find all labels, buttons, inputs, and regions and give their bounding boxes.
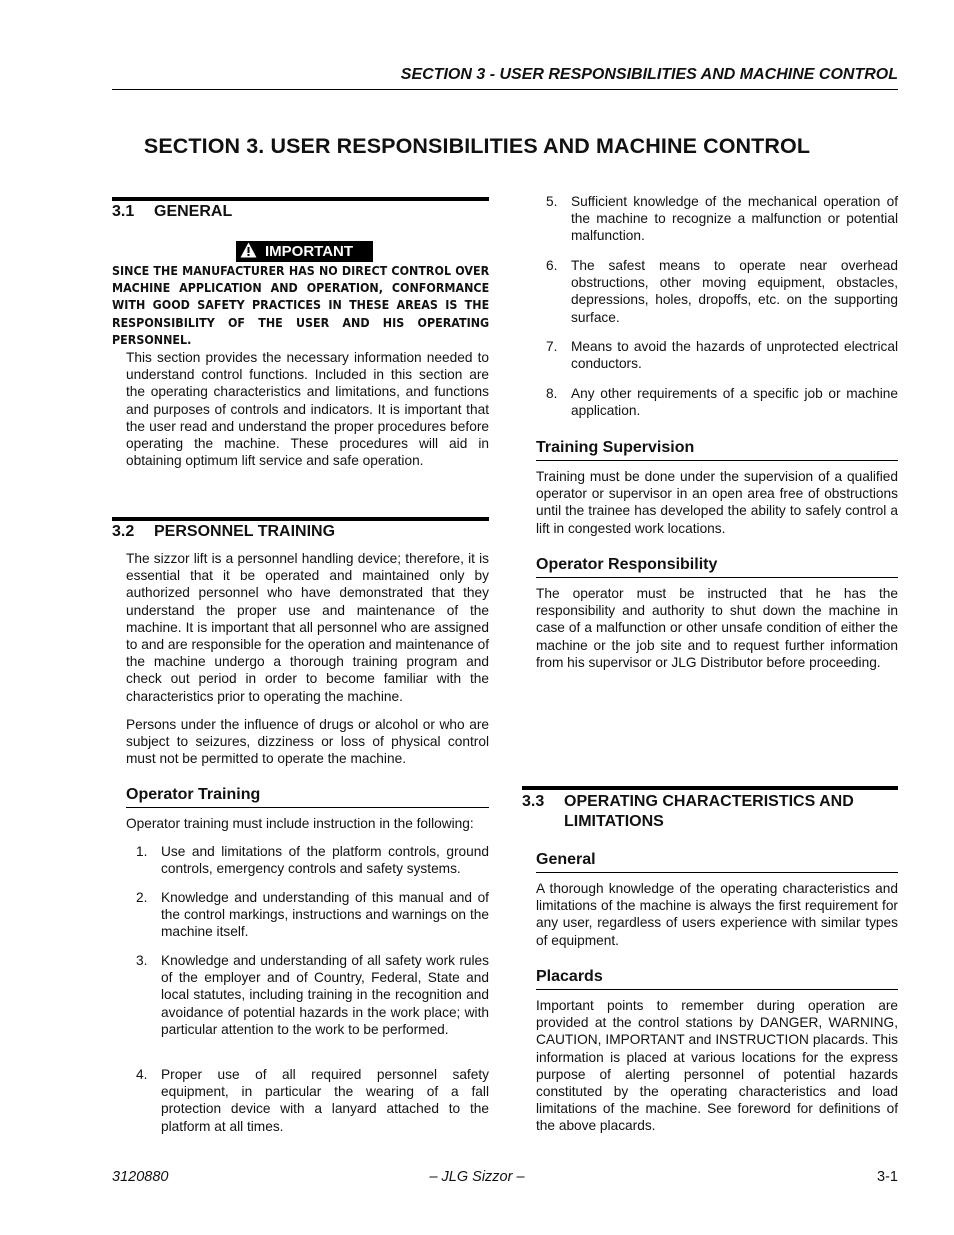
section-rule [112, 197, 489, 201]
subheading-rule [536, 989, 898, 990]
list-item-text: Sufficient knowledge of the mechanical operation of the machine to recognize a malfunction or potential malfunction. [571, 194, 898, 244]
header-rule [112, 89, 898, 90]
list-item [546, 385, 898, 419]
section-rule [112, 517, 489, 521]
section-3-1-body: This section provides the necessary information needed to understand control functions. Included in this section are the operating characteristics and limitations, and functions and purposes of controls and indicators. It is important that the user read and understand the proper procedures before operating the machine. These procedures will aid in obtaining optimum lift service and safe operation. [126, 350, 489, 469]
list-item-number: 1. [136, 844, 148, 859]
important-badge [236, 241, 373, 262]
list-item [546, 257, 898, 326]
section-title: GENERAL [154, 203, 233, 220]
list-item-text: Any other requirements of a specific job or machine application. [571, 386, 898, 419]
page-title: SECTION 3. USER RESPONSIBILITIES AND MACHINE CONTROL [143, 134, 811, 158]
subheading-operator-training: Operator Training [126, 786, 261, 803]
section-rule [522, 786, 898, 790]
list-item [546, 338, 898, 372]
placards-body: Important points to remember during operation are provided at the control stations by DANGER, WARNING, CAUTION, IMPORTANT and INSTRUCTION placards. This information is placed at various locations for the express purpose of alerting personnel of potential hazards constituted by the operating characteristics and load limitations of the machine. See foreword for definitions of the above placards. [536, 998, 898, 1134]
subheading-operator-responsibility: Operator Responsibility [536, 556, 718, 573]
important-warning-text: SINCE THE MANUFACTURER HAS NO DIRECT CONTROL OVER MACHINE APPLICATION AND OPERATION, CONFORMANCE WITH GOOD SAFETY PRACTICES IN THESE AREAS IS THE RESPONSIBILITY OF THE USER AND HIS OPERATING PERSONNEL. [112, 264, 490, 347]
warning-triangle-icon [240, 242, 257, 262]
running-header: SECTION 3 - USER RESPONSIBILITIES AND MACHINE CONTROL [400, 66, 898, 83]
list-item-number: 2. [136, 890, 148, 905]
important-label: IMPORTANT [265, 243, 354, 260]
list-item-number: 7. [546, 339, 558, 354]
list-item-text: Use and limitations of the platform controls, ground controls, emergency controls and safety systems. [161, 844, 489, 877]
list-item-number: 4. [136, 1067, 148, 1082]
operator-training-intro: Operator training must include instruction in the following: [126, 816, 474, 831]
subheading-rule [536, 872, 898, 873]
section-title: OPERATING CHARACTERISTICS AND LIMITATIONS [564, 793, 854, 830]
subheading-general: General [536, 851, 596, 868]
section-number: 3.2 [112, 523, 135, 540]
list-item-text: The safest means to operate near overhead obstructions, other moving equipment, obstacles, depressions, holes, dropoffs, etc. on the supporting surface. [571, 258, 898, 325]
list-item-number: 6. [546, 258, 558, 273]
list-item [136, 889, 489, 941]
section-3-2-para-1: The sizzor lift is a personnel handling device; therefore, it is essential that it be operated and maintained only by authorized personnel who have demonstrated that they understand the proper use and maintenance of the machine. It is important that all personnel who are assigned to and are responsible for the operation and maintenance of the machine undergo a thorough training program and check out period in order to become familiar with the characteristics prior to operating the machine. [126, 551, 489, 704]
section-number: 3.1 [112, 203, 135, 220]
list-item-text: Means to avoid the hazards of unprotected electrical conductors. [571, 339, 898, 372]
footer-page-number: 3-1 [877, 1169, 898, 1185]
list-item-text: Proper use of all required personnel safety equipment, in particular the wearing of a fall protection device with a lanyard attached to the platform at all times. [161, 1067, 489, 1134]
list-item [136, 1066, 489, 1135]
subheading-rule [126, 807, 489, 808]
list-item-number: 8. [546, 386, 558, 401]
list-item-number: 5. [546, 194, 558, 209]
subheading-training-supervision: Training Supervision [536, 439, 695, 456]
general-body: A thorough knowledge of the operating characteristics and limitations of the machine is always the first requirement for any user, regardless of users experience with similar types of equipment. [536, 881, 898, 948]
list-item [136, 952, 489, 1038]
subheading-rule [536, 577, 898, 578]
footer-product: – JLG Sizzor – [429, 1169, 525, 1185]
list-item-text: Knowledge and understanding of this manual and of the control markings, instructions and warnings on the machine itself. [161, 890, 489, 940]
list-item [546, 193, 898, 245]
training-supervision-body: Training must be done under the supervision of a qualified operator or supervisor in an open area free of obstructions until the trainee has developed the ability to safely control a lift in congested work locations. [536, 469, 898, 536]
list-item [136, 843, 489, 877]
section-heading-3-2 [112, 523, 489, 541]
operator-responsibility-body: The operator must be instructed that he has the responsibility and authority to shut down the machine in case of a malfunction or other unsafe condition of either the machine or the job site and to request further information from his supervisor or JLG Distributor before proceeding. [536, 586, 898, 670]
section-heading-3-1 [112, 203, 489, 221]
section-heading-3-3 [522, 792, 898, 832]
list-item-text: Knowledge and understanding of all safety work rules of the employer and of Country, Federal, State and local statutes, including training in the recognition and avoidance of potential hazards in the work place; with particular attention to the work to be performed. [161, 953, 489, 1037]
subheading-placards: Placards [536, 968, 603, 985]
list-item-number: 3. [136, 953, 148, 968]
subheading-rule [536, 460, 898, 461]
footer-doc-number: 3120880 [112, 1169, 169, 1185]
section-3-2-para-2: Persons under the influence of drugs or alcohol or who are subject to seizures, dizziness or loss of physical control must not be permitted to operate the machine. [126, 717, 489, 767]
section-title: PERSONNEL TRAINING [154, 523, 336, 540]
section-number: 3.3 [522, 793, 545, 810]
